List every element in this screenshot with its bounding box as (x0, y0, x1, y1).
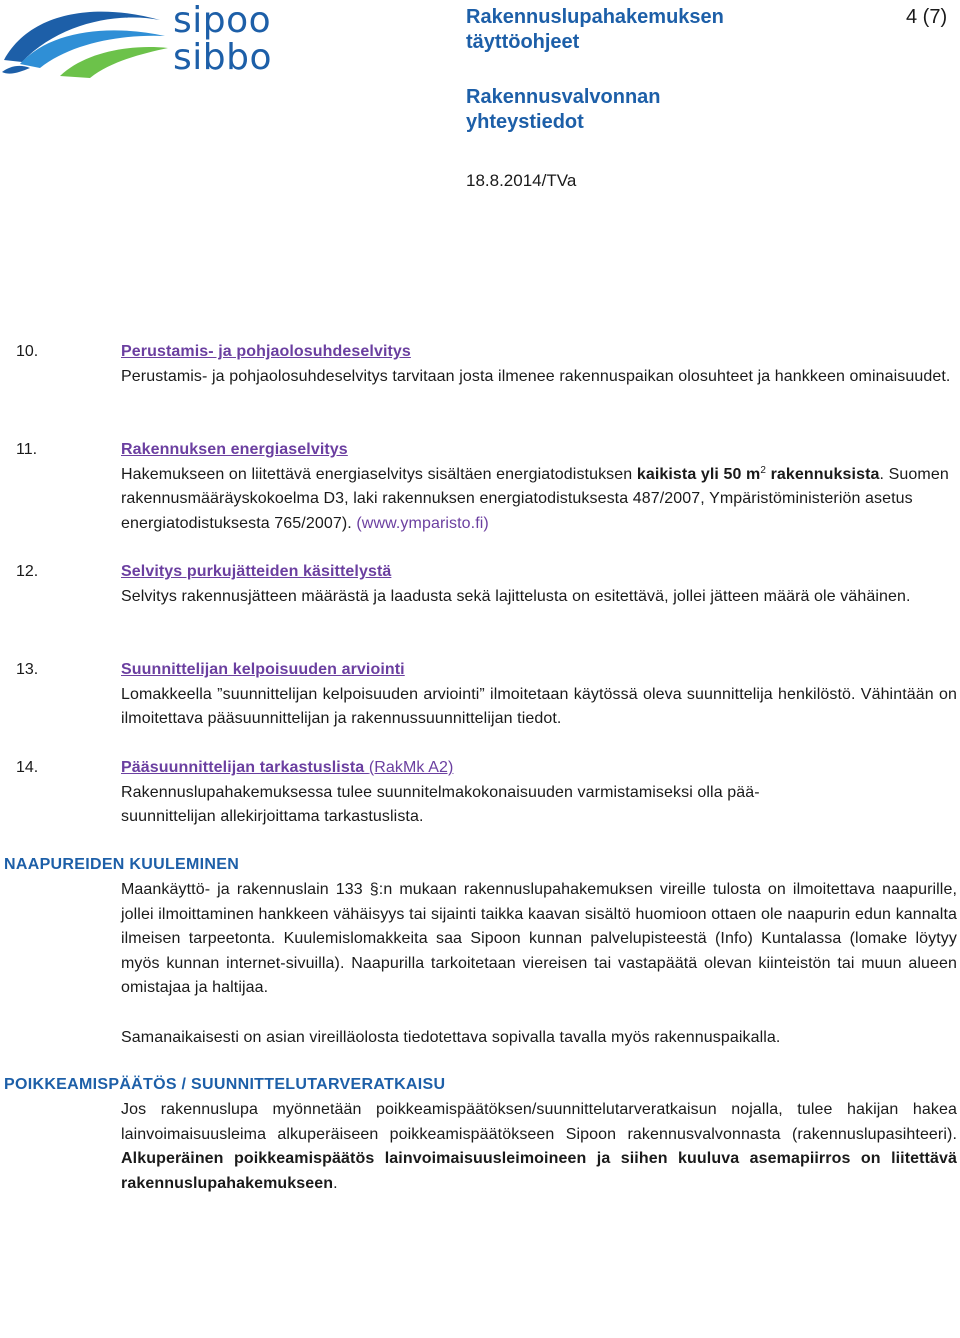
header-title-3: Rakennusvalvonnan (466, 86, 661, 108)
item-text-bold-2: rakennuksista (770, 465, 880, 483)
exception-paragraph (121, 1098, 957, 1196)
neighbours-paragraph-2: Samanaikaisesti on asian vireilläolosta tiedotettava sopivalla tavalla myös rakennuspaikalla. (121, 1029, 781, 1046)
header-title-4: yhteystiedot (466, 111, 584, 133)
exception-text-bold: Alkuperäinen poikkeamispäätös lainvoimaisuusleimoineen ja siihen kuuluva asemapiirros on liitettävä rakennuslupahakemukseen (121, 1150, 957, 1192)
wave-logo-icon (0, 2, 170, 80)
exception-text-end: . (333, 1174, 338, 1192)
item-number: 10. (16, 343, 39, 360)
logo-text (173, 2, 272, 76)
item-number: 13. (16, 661, 39, 678)
item-text-bold: kaikista yli 50 m (636, 465, 761, 483)
item-heading-suffix[interactable]: (RakMk A2) (368, 759, 454, 776)
superscript: 2 (760, 464, 767, 476)
item-number: 14. (16, 759, 39, 776)
item-body (121, 658, 957, 732)
section-title-exception: POIKKEAMISPÄÄTÖS / SUUNNITTELUTARVERATKAISU (4, 1076, 446, 1093)
item-number: 11. (16, 441, 38, 458)
logo-line-1: sipoo (173, 0, 272, 41)
item-text: Selvitys rakennusjätteen määrästä ja laadusta sekä lajittelusta on esitettävä, jollei jätteen määrä ole vähäinen. (121, 587, 911, 605)
item-heading-link[interactable]: Pääsuunnittelijan tarkastuslista (121, 759, 369, 776)
item-body (121, 756, 957, 830)
header-title-1: Rakennuslupahakemuksen (466, 6, 724, 28)
header-date: 18.8.2014/TVa (466, 171, 577, 190)
logo-line-2: sibbo (173, 37, 272, 78)
header-titles (466, 5, 766, 135)
item-heading-link[interactable]: Selvitys purkujätteiden käsittelystä (121, 563, 392, 580)
section-title-neighbours: NAAPUREIDEN KUULEMINEN (4, 856, 240, 873)
item-text: Lomakkeella ”suunnittelijan kelpoisuuden arviointi” ilmoitetaan käytössä oleva suunnittelija henkilöstö. Vähintään on ilmoitettava pääsuunnittelijan ja rakennussuunnittelijan tiedot. (121, 685, 957, 727)
item-heading-link[interactable]: Perustamis- ja pohjaolosuhdeselvitys (121, 343, 411, 360)
exception-text: Jos rakennuslupa myönnetään poikkeamispäätöksen/suunnittelutarveratkaisun nojalla, tulee hakijan hakea lainvoimaisuusleima alkuperäiseen poikkeamispäätökseen Sipoon rakennusvalvonnasta (rakennuslupasihteeri). (121, 1101, 957, 1143)
item-body (121, 560, 957, 609)
sipoo-logo (0, 0, 280, 80)
item-heading-link[interactable]: Rakennuksen energiaselvitys (121, 441, 348, 458)
header-title-2: täyttöohjeet (466, 31, 580, 53)
item-text: Perustamis- ja pohjaolosuhdeselvitys tarvitaan josta ilmenee rakennuspaikan olosuhteet ja hankkeen ominaisuudet. (121, 367, 951, 385)
item-body (121, 340, 957, 389)
item-text-part-2: . Suomen rakennusmääräyskokoelma D3, laki rakennuksen energiatodistuksesta 487/2007, Ympäristöministeriön asetus energiatodistuksesta 765/2007). (121, 465, 949, 532)
item-text-line-1: Rakennuslupahakemuksessa tulee suunnitelmakokonaisuuden varmistamiseksi olla pää- (121, 783, 760, 801)
item-text-part: Hakemukseen on liitettävä energiaselvitys sisältäen energiatodistuksen (121, 465, 637, 483)
page-number: 4 (7) (906, 6, 948, 28)
neighbours-paragraph-1: Maankäyttö- ja rakennuslain 133 §:n mukaan rakennuslupahakemuksen vireille tulosta on ilmoitettava naapurille, jollei ilmoittaminen hankkeen vähäisyys tai sijainti taikka kaavan sisältö huomioon ottaen ole naapurin edun kannalta ilmeisen tarpeetonta. Kuulemislomakkeita saa Sipoon kunnan palvelupisteestä (Info) Kuntalassa (lomake löytyy myös kunnan internet-sivuilla). Naapurilla tarkoitetaan viereisen tai vastapäätä olevan kiinteistön tai muun alueen omistajaa ja haltijaa. (121, 881, 957, 996)
item-body (121, 438, 957, 536)
ymparisto-link[interactable]: (www.ymparisto.fi) (356, 514, 489, 532)
item-text-line-2: suunnittelijan allekirjoittama tarkastuslista. (121, 808, 424, 825)
item-text (121, 463, 957, 537)
item-heading-link[interactable]: Suunnittelijan kelpoisuuden arviointi (121, 661, 405, 678)
item-number: 12. (16, 563, 39, 580)
